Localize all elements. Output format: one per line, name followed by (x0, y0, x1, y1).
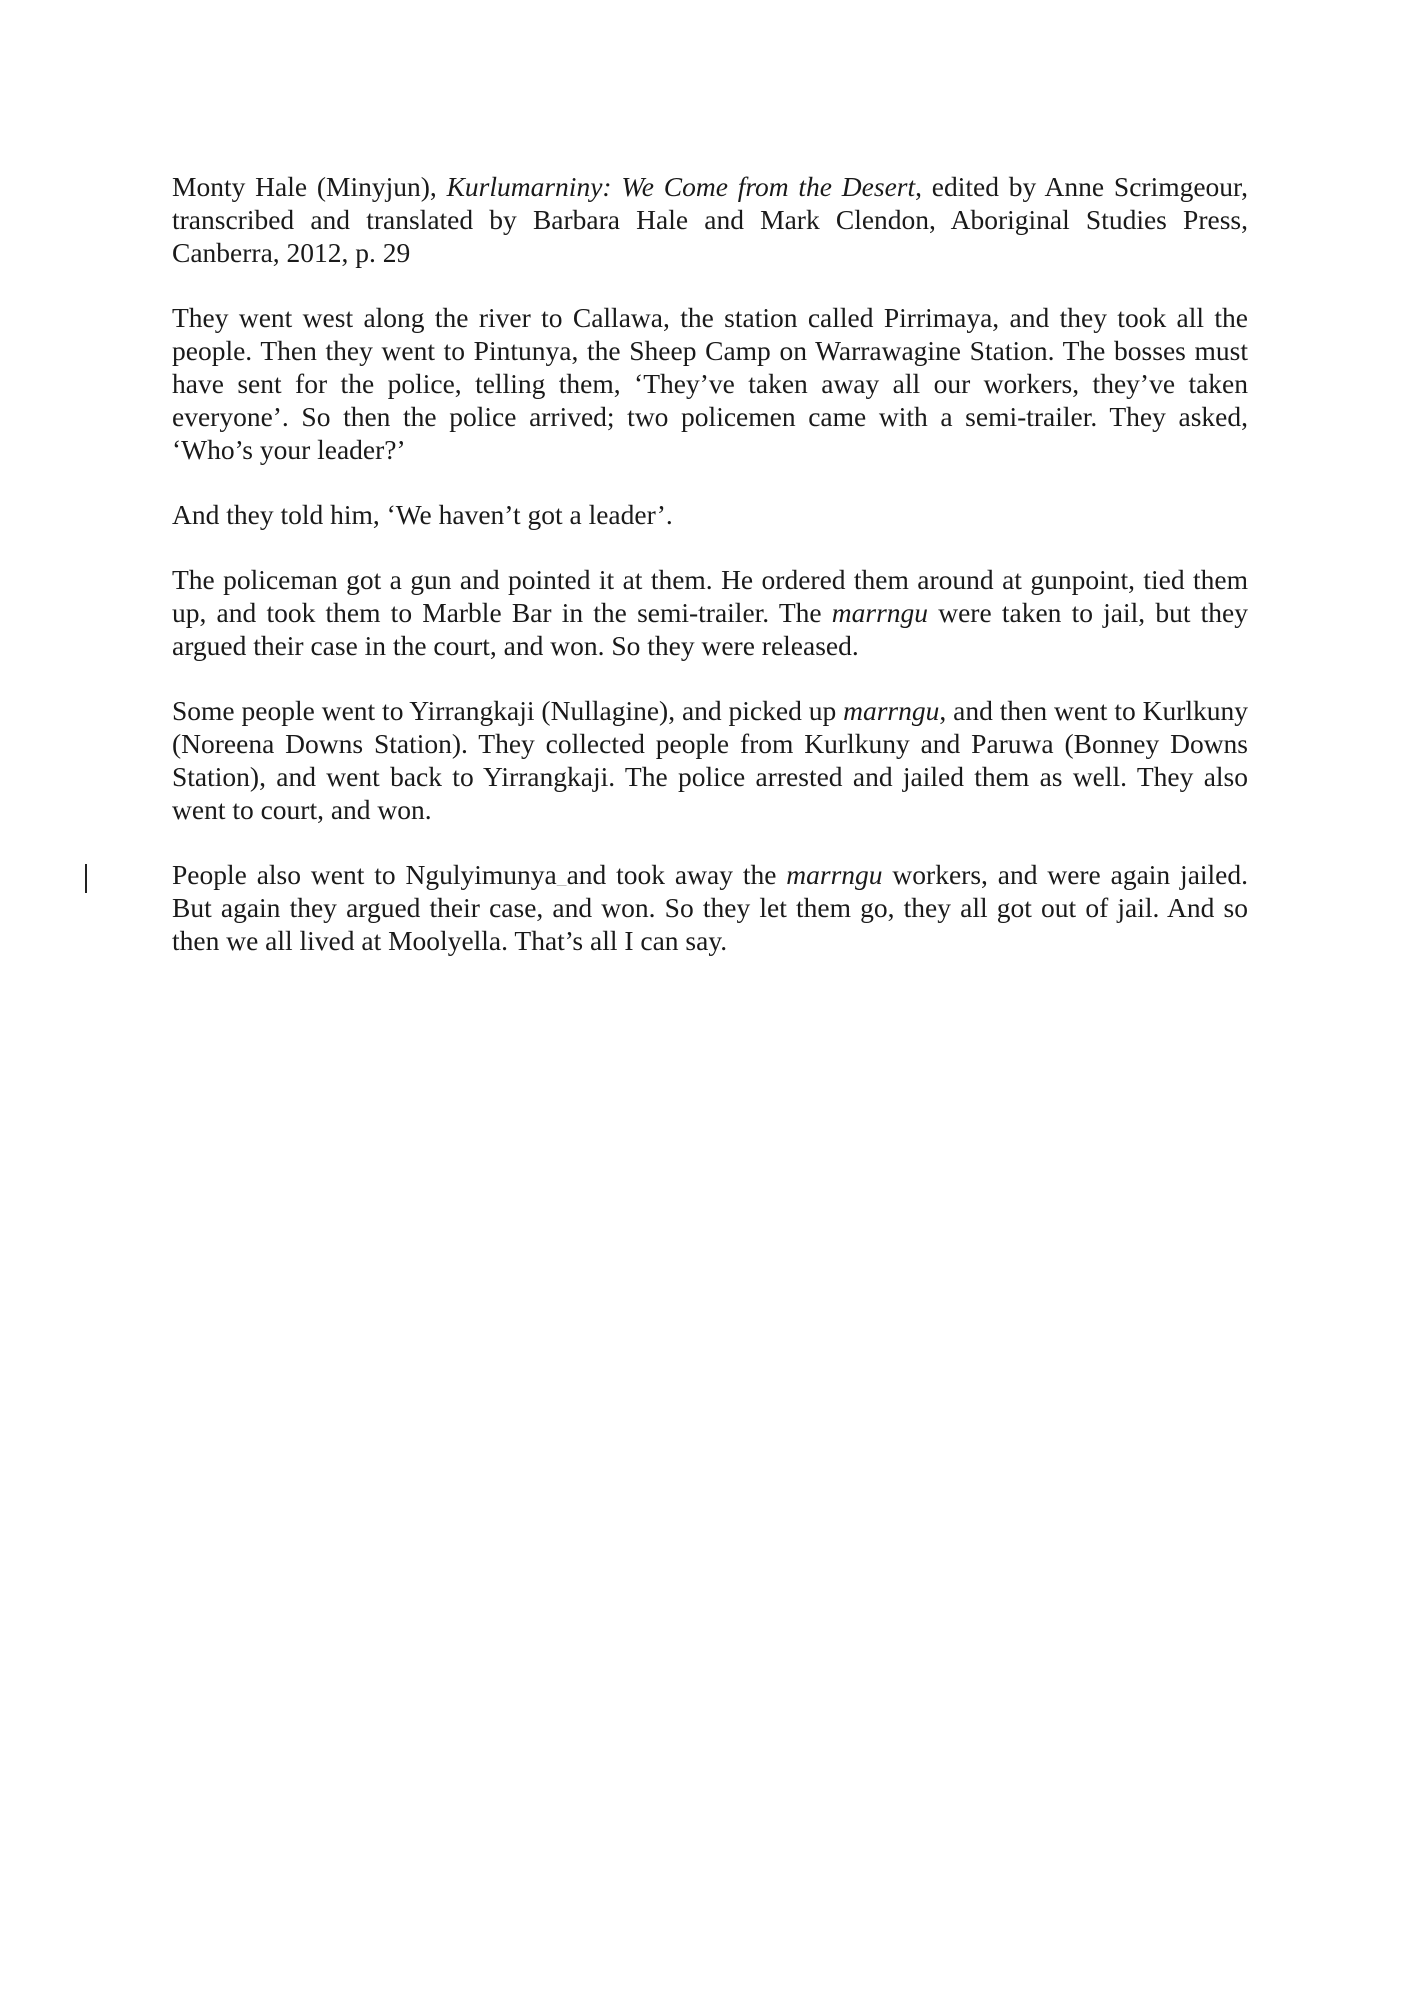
body-paragraph-3 (172, 563, 1248, 662)
citation-paragraph (172, 170, 1248, 269)
citation-book-title: Kurlumarniny: We Come from the Desert (446, 171, 916, 202)
tracked-change-mark (557, 859, 567, 890)
paragraph-4-text-b: , and then went to Kurlkuny (Noreena Downs Station). They collected people from Kurlkuny and Paruwa (Bonney Downs Station), and went back to Yirrangkaji. The police arrested and jailed them as well. They also went to court, and won. (172, 695, 1248, 825)
paragraph-4-text-a: Some people went to Yirrangkaji (Nullagine), and picked up (172, 695, 844, 726)
revision-change-bar (85, 864, 87, 893)
paragraph-4-italic-term: marrngu (843, 695, 940, 726)
paragraph-3-text-b: were taken to jail, but they argued their case in the court, and won. So they were released. (172, 597, 1248, 661)
paragraph-5-text-b: and took away the (566, 859, 787, 890)
paragraph-5-text-c: workers, and were again jailed. But again they argued their case, and won. So they let them go, they all got out of jail. And so then we all lived at Moolyella. That’s all I can say. (172, 859, 1249, 956)
paragraph-3-text-a: The policeman got a gun and pointed it at them. He ordered them around at gunpoint, tied them up, and took them to Marble Bar in the semi-trailer. The (172, 564, 1248, 628)
body-paragraph-4 (172, 694, 1248, 826)
document-page (172, 170, 1248, 957)
body-paragraph-1: They went west along the river to Callawa, the station called Pirrimaya, and they took all the people. Then they went to Pintunya, the Sheep Camp on Warrawagine Station. The bosses must have sent for the police, telling them, ‘They’ve taken away all our workers, they’ve taken everyone’. So then the police arrived; two policemen came with a semi-trailer. They asked, ‘Who’s your leader?’ (172, 302, 1248, 465)
paragraph-3-italic-term: marrngu (831, 597, 929, 628)
citation-details: , edited by Anne Scrimgeour, transcribed and translated by Barbara Hale and Mark Clendon, Aboriginal Studies Press, Canberra, 2012, p. 29 (172, 171, 1248, 268)
paragraph-5-text-a: People also went to Ngulyimunya (172, 859, 557, 890)
citation-author: Monty Hale (Minyjun), (172, 171, 447, 202)
body-paragraph-2: And they told him, ‘We haven’t got a leader’. (172, 499, 673, 530)
body-paragraph-5 (172, 858, 1248, 957)
paragraph-5-italic-term: marrngu (786, 859, 883, 890)
